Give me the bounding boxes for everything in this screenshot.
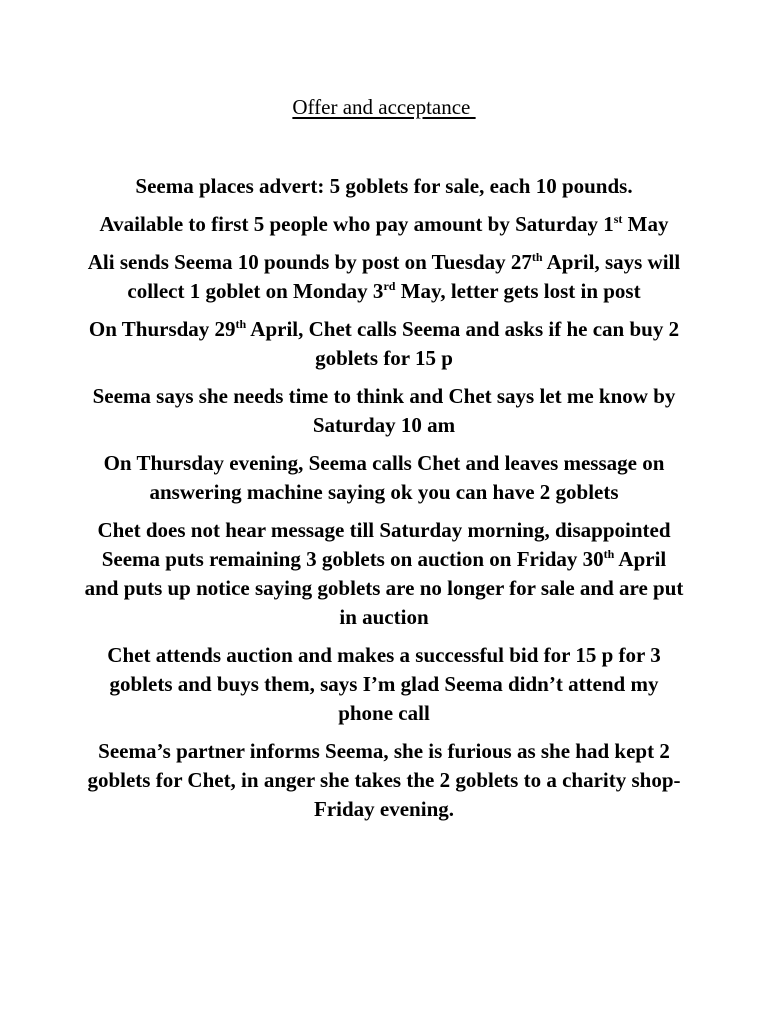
ordinal-suffix: st (613, 212, 623, 226)
paragraph-text: April, Chet calls Seema and asks if he can buy 2 goblets for 15 p (246, 317, 680, 370)
paragraph-text: Chet attends auction and makes a successful bid for 15 p for 3 goblets and buys them, says I’m glad Seema didn’t attend my phone call (107, 643, 661, 725)
document-body (84, 172, 684, 833)
paragraph (84, 248, 684, 306)
paragraph-text: On Thursday 29 (88, 317, 236, 341)
paragraph-text: Ali sends Seema 10 pounds by post on Tuesday 27 (87, 250, 532, 274)
ordinal-suffix: th (235, 317, 247, 331)
ordinal-suffix: th (603, 547, 615, 561)
paragraph (84, 382, 684, 440)
paragraph-text: May (622, 212, 669, 236)
paragraph-text: On Thursday evening, Seema calls Chet and leaves message on answering machine saying ok you can have 2 goblets (103, 451, 665, 504)
paragraph (84, 315, 684, 373)
paragraph-text: May, letter gets lost in post (395, 279, 641, 303)
paragraph-text: Available to first 5 people who pay amount by Saturday 1 (99, 212, 614, 236)
paragraph-text: Seema places advert: 5 goblets for sale, each 10 pounds. (135, 174, 633, 198)
paragraph-text: April and puts up notice saying goblets are no longer for sale and are put in auction (84, 547, 684, 629)
paragraph (84, 172, 684, 201)
ordinal-suffix: th (531, 250, 543, 264)
paragraph (84, 210, 684, 239)
paragraph (84, 449, 684, 507)
paragraph-text: April, says will collect 1 goblet on Monday 3 (127, 250, 681, 303)
document-title: Offer and acceptance (292, 95, 476, 119)
ordinal-suffix: rd (383, 279, 396, 293)
paragraph (84, 516, 684, 632)
paragraph-text: Seema’s partner informs Seema, she is furious as she had kept 2 goblets for Chet, in anger she takes the 2 goblets to a charity shop- Friday evening. (87, 739, 681, 821)
paragraph-text: Seema says she needs time to think and Chet says let me know by Saturday 10 am (92, 384, 676, 437)
paragraph (84, 641, 684, 728)
paragraph-text: Chet does not hear message till Saturday morning, disappointed Seema puts remaining 3 goblets on auction on Friday 30 (97, 518, 671, 571)
paragraph (84, 737, 684, 824)
